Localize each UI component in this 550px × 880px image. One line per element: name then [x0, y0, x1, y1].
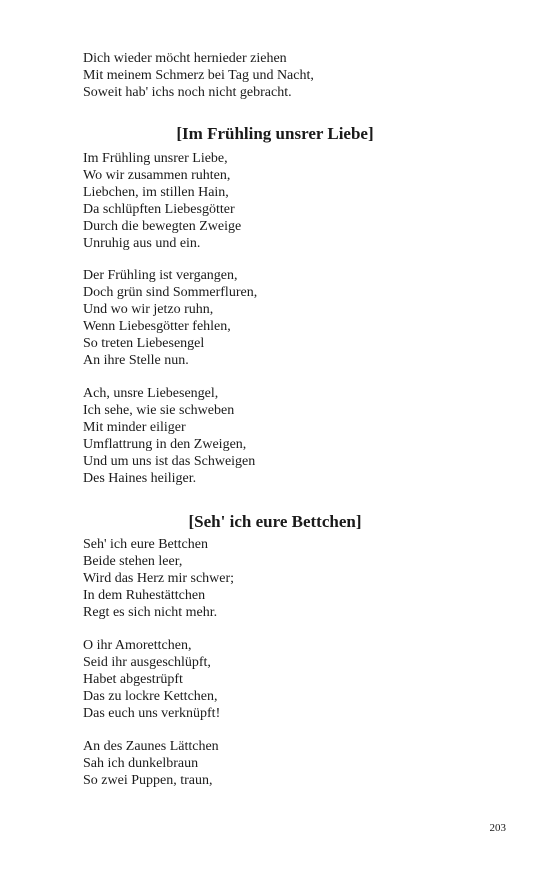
- verse-line: Das zu lockre Kettchen,: [83, 688, 218, 704]
- verse-line: So treten Liebesengel: [83, 335, 205, 351]
- verse-line: Und wo wir jetzo ruhn,: [83, 301, 214, 317]
- poem-title: [Im Frühling unsrer Liebe]: [176, 124, 374, 143]
- verse-line: Wird das Herz mir schwer;: [83, 570, 235, 586]
- verse-line: So zwei Puppen, traun,: [83, 772, 213, 788]
- verse-line: Wo wir zusammen ruhten,: [83, 167, 231, 183]
- verse-line: Des Haines heiliger.: [83, 470, 197, 486]
- verse-line: Ach, unsre Liebesengel,: [83, 386, 219, 401]
- stanza: [83, 537, 483, 622]
- stanza: [83, 638, 483, 723]
- verse-line: Dich wieder möcht hernieder ziehen: [83, 51, 287, 66]
- verse-line: Soweit hab' ichs noch nicht gebracht.: [83, 84, 292, 100]
- stanza: [83, 268, 483, 369]
- verse-line: Umflattrung in den Zweigen,: [83, 436, 247, 452]
- verse-line: Unruhig aus und ein.: [83, 235, 201, 251]
- stanza: [83, 739, 483, 790]
- verse-line: Mit meinem Schmerz bei Tag und Nacht,: [83, 67, 314, 83]
- verse-line: Wenn Liebesgötter fehlen,: [83, 318, 231, 334]
- poem-title: [Seh' ich eure Bettchen]: [188, 512, 362, 531]
- verse-line: Das euch uns verknüpft!: [83, 705, 221, 721]
- verse-line: Habet abgestrüpft: [83, 671, 183, 687]
- stanza: [83, 151, 483, 252]
- verse-line: Doch grün sind Sommerfluren,: [83, 284, 258, 300]
- verse-line: Liebchen, im stillen Hain,: [83, 184, 229, 200]
- verse-line: Da schlüpften Liebesgötter: [83, 201, 235, 217]
- verse-line: An ihre Stelle nun.: [83, 352, 189, 368]
- verse-line: Sah ich dunkelbraun: [83, 755, 199, 771]
- stanza: [83, 386, 483, 487]
- verse-line: Ich sehe, wie sie schweben: [83, 402, 235, 418]
- verse-line: An des Zaunes Lättchen: [83, 739, 219, 754]
- opening-stanza: [83, 51, 483, 102]
- verse-line: O ihr Amorettchen,: [83, 638, 192, 653]
- verse-line: Durch die bewegten Zweige: [83, 218, 242, 234]
- verse-line: In dem Ruhestättchen: [83, 587, 206, 603]
- verse-line: Der Frühling ist vergangen,: [83, 268, 238, 283]
- verse-line: Und um uns ist das Schweigen: [83, 453, 256, 469]
- verse-line: Regt es sich nicht mehr.: [83, 604, 218, 620]
- page-number: 203: [489, 822, 506, 834]
- verse-line: Seid ihr ausgeschlüpft,: [83, 654, 211, 670]
- verse-line: Beide stehen leer,: [83, 553, 183, 569]
- verse-line: Mit minder eiliger: [83, 419, 186, 435]
- verse-line: Seh' ich eure Bettchen: [83, 537, 208, 552]
- verse-line: Im Frühling unsrer Liebe,: [83, 151, 228, 166]
